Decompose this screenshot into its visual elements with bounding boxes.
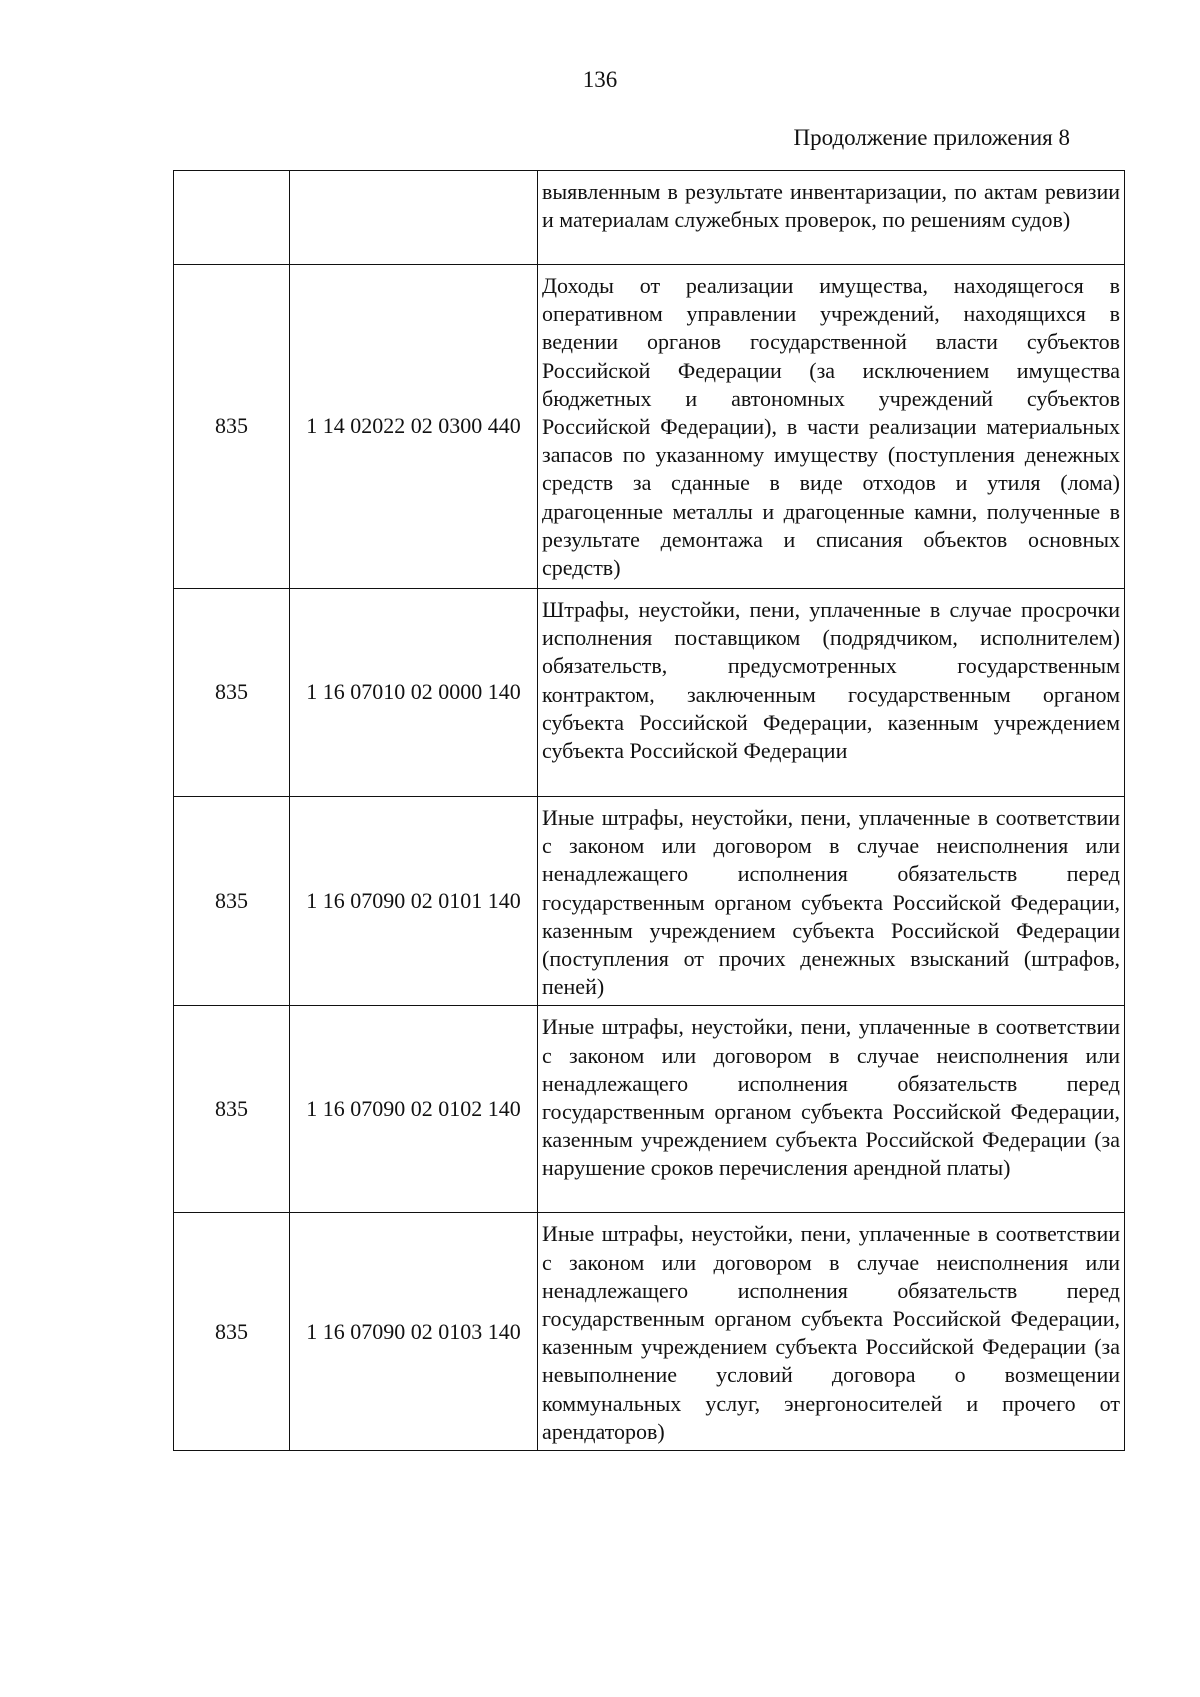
budget-classification-code-cell: 1 16 07010 02 0000 140 (290, 589, 538, 797)
admin-code-cell: 835 (174, 1213, 290, 1451)
table-row (174, 1006, 1125, 1213)
income-description-cell: выявленным в результате инвентаризации, по актам ревизии и материалам служебных проверок, по решениям судов) (538, 171, 1125, 265)
admin-code-cell: 835 (174, 1006, 290, 1213)
admin-code-cell: 835 (174, 589, 290, 797)
table-row (174, 797, 1125, 1006)
income-description-cell: Доходы от реализации имущества, находящегося в оперативном управлении учреждений, находящихся в ведении органов государственной власти субъектов Российской Федерации (за исключением имущества бюджетных и автономных учреждений субъектов Российской Федерации), в части реализации материальных запасов по указанному имуществу (поступления денежных средств за сданные в виде отходов и утиля (лома) драгоценные металлы и драгоценные камни, полученные в результате демонтажа и списания объектов основных средств) (538, 265, 1125, 589)
income-codes-table (173, 170, 1125, 1451)
table-row (174, 589, 1125, 797)
income-description-cell: Иные штрафы, неустойки, пени, уплаченные в соответствии с законом или договором в случае неисполнения или ненадлежащего исполнения обязательств перед государственным органом субъекта Российской Федерации, казенным учреждением субъекта Российской Федерации (поступления от прочих денежных взысканий (штрафов, пеней) (538, 797, 1125, 1006)
table-row (174, 171, 1125, 265)
page-number: 136 (582, 67, 618, 92)
admin-code-cell: 835 (174, 265, 290, 589)
budget-classification-code-cell (290, 171, 538, 265)
income-description-cell: Иные штрафы, неустойки, пени, уплаченные в соответствии с законом или договором в случае неисполнения или ненадлежащего исполнения обязательств перед государственным органом субъекта Российской Федерации, казенным учреждением субъекта Российской Федерации (за невыполнение условий договора о возмещении коммунальных услуг, энергоносителей и прочего от арендаторов) (538, 1213, 1125, 1451)
budget-classification-code-cell: 1 14 02022 02 0300 440 (290, 265, 538, 589)
budget-classification-code-cell: 1 16 07090 02 0101 140 (290, 797, 538, 1006)
appendix-continuation-note: Продолжение приложения 8 (793, 125, 1070, 150)
budget-classification-code-cell: 1 16 07090 02 0103 140 (290, 1213, 538, 1451)
table-row (174, 265, 1125, 589)
income-description-cell: Иные штрафы, неустойки, пени, уплаченные в соответствии с законом или договором в случае неисполнения или ненадлежащего исполнения обязательств перед государственным органом субъекта Российской Федерации, казенным учреждением субъекта Российской Федерации (за нарушение сроков перечисления арендной платы) (538, 1006, 1125, 1213)
admin-code-cell: 835 (174, 797, 290, 1006)
income-description-cell: Штрафы, неустойки, пени, уплаченные в случае просрочки исполнения поставщиком (подрядчиком, исполнителем) обязательств, предусмотренных государственным контрактом, заключенным государственным органом субъекта Российской Федерации, казенным учреждением субъекта Российской Федерации (538, 589, 1125, 797)
budget-classification-code-cell: 1 16 07090 02 0102 140 (290, 1006, 538, 1213)
admin-code-cell (174, 171, 290, 265)
table-row (174, 1213, 1125, 1451)
